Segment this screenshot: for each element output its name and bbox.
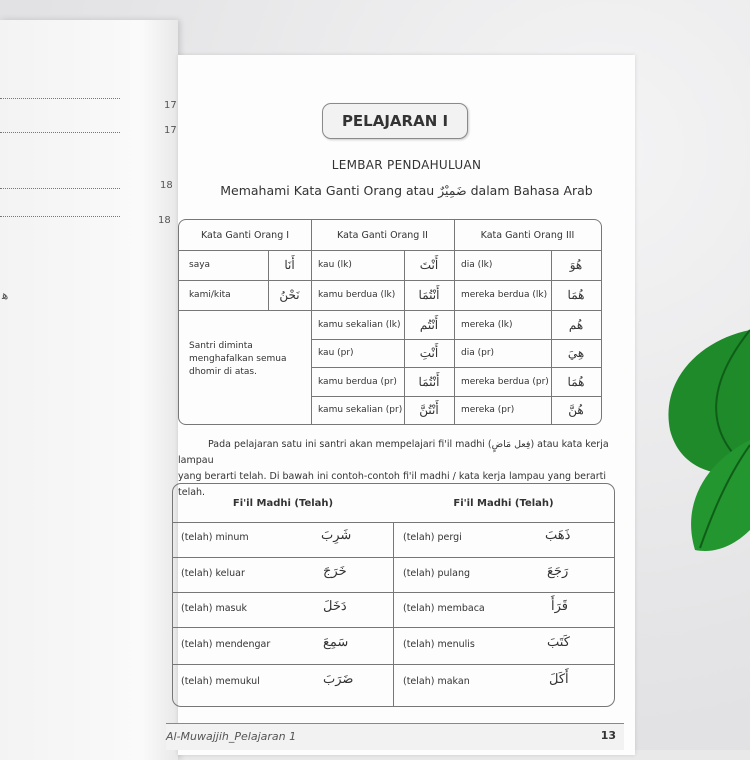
pronoun-arabic: هِيَ [567,346,585,360]
verb-arabic: سَمِعَ [323,635,349,650]
verb-label: (telah) pulang [403,568,471,579]
dotted-line [0,216,120,218]
pronoun-label: dia (pr) [461,348,495,358]
left-page-number: 17 [164,125,177,136]
verb-label: (telah) makan [403,676,470,687]
table-header: Kata Ganti Orang I [200,229,290,241]
divider [173,592,614,593]
pronoun-arabic: نَحْنُ [279,288,300,302]
left-page [0,20,178,760]
page-footer [166,723,624,750]
section-subtitle: LEMBAR PENDAHULUAN [331,158,482,172]
verb-label: (telah) membaca [403,603,485,614]
section-heading: Memahami Kata Ganti Orang atau ضَمِيْرٌ dalam Bahasa Arab [220,183,593,198]
pronoun-arabic: هُوَ [569,258,583,272]
divider [173,627,614,628]
pronoun-arabic: هُم [568,317,584,332]
divider [173,522,614,523]
pronoun-arabic: هُمَا [567,374,585,389]
left-page-number: 17 [164,100,177,111]
pronoun-label: kau (pr) [318,348,354,358]
verb-label: (telah) mendengar [181,639,271,650]
pronoun-label: kamu sekalian (lk) [318,319,401,330]
footer-title: Al-Muwajjih_Pelajaran 1 [166,730,297,743]
leaf-decoration [640,320,750,560]
pronoun-label: mereka berdua (pr) [461,376,549,387]
verb-label: (telah) keluar [181,568,245,579]
lesson-title: PELAJARAN I [322,103,468,139]
table-header: Kata Ganti Orang II [337,229,428,241]
verb-label: (telah) masuk [181,603,248,614]
table-header: Kata Ganti Orang III [480,229,575,241]
pronoun-arabic: هُنَّ [568,403,584,417]
pronoun-arabic: أَنْتُم [419,317,439,332]
left-page-number: 18 [160,180,173,191]
divider [173,557,614,558]
pronoun-arabic: أَنْتَ [419,258,439,272]
pronoun-arabic: هُمَا [567,288,585,302]
verb-arabic: دَخَلَ [323,599,347,614]
pronoun-label: kamu berdua (pr) [318,376,397,387]
verb-arabic: كَتَبَ [547,635,570,650]
verb-arabic: ضَرَبَ [323,672,354,687]
pronoun-arabic: أَنْتُمَا [418,288,440,302]
verb-arabic: شَرِبَ [321,528,352,543]
dotted-line [0,188,120,190]
dotted-line [0,132,120,134]
verb-arabic: أَكَلَ [549,672,569,687]
paragraph-line: Pada pelajaran satu ini santri akan mempelajari fi'il madhi (فِعل مَاضٍ) atau kata kerja lampau [178,439,609,466]
pronoun-label: mereka (pr) [461,405,515,415]
divider [179,250,601,251]
left-page-glyph: ﻫ [2,288,9,302]
pronoun-arabic: أَنْتُنَّ [419,403,439,417]
verb-arabic: خَرَجَ [323,564,347,579]
divider [393,522,394,706]
paragraph-line: yang berarti telah. Di bawah ini contoh-contoh fi'il madhi / kata kerja lampau yang berarti telah. [178,471,606,498]
verb-label: (telah) memukul [181,676,260,687]
dotted-line [0,98,120,100]
left-page-number: 18 [158,215,171,226]
pronoun-label: saya [189,260,211,270]
verb-label: (telah) menulis [403,639,475,650]
memorize-note: Santri diminta menghafalkan semua dhomir di atas. [189,341,287,377]
pronoun-label: mereka berdua (lk) [461,290,548,300]
table-header: Fi'il Madhi (Telah) [232,497,334,509]
pronoun-label: kau (lk) [318,260,352,270]
pronoun-arabic: أَنْتُمَا [418,374,440,389]
pronoun-table [178,219,602,425]
page-number: 13 [600,729,616,742]
pronoun-arabic: أَنَا [284,258,295,272]
verb-table [172,483,615,707]
pronoun-label: kamu berdua (lk) [318,290,396,300]
pronoun-label: dia (lk) [461,260,493,270]
verb-arabic: قَرَأَ [551,599,568,614]
pronoun-label: kamu sekalian (pr) [318,405,403,415]
table-header: Fi'il Madhi (Telah) [453,497,554,509]
divider [173,664,614,665]
pronoun-label: mereka (lk) [461,319,513,330]
verb-arabic: ذَهَبَ [545,528,571,543]
pronoun-arabic: أَنْتِ [419,346,439,360]
pronoun-label: kami/kita [189,290,231,300]
verb-label: (telah) pergi [403,532,462,543]
verb-arabic: رَجَعَ [547,564,569,579]
verb-label: (telah) minum [181,532,249,543]
